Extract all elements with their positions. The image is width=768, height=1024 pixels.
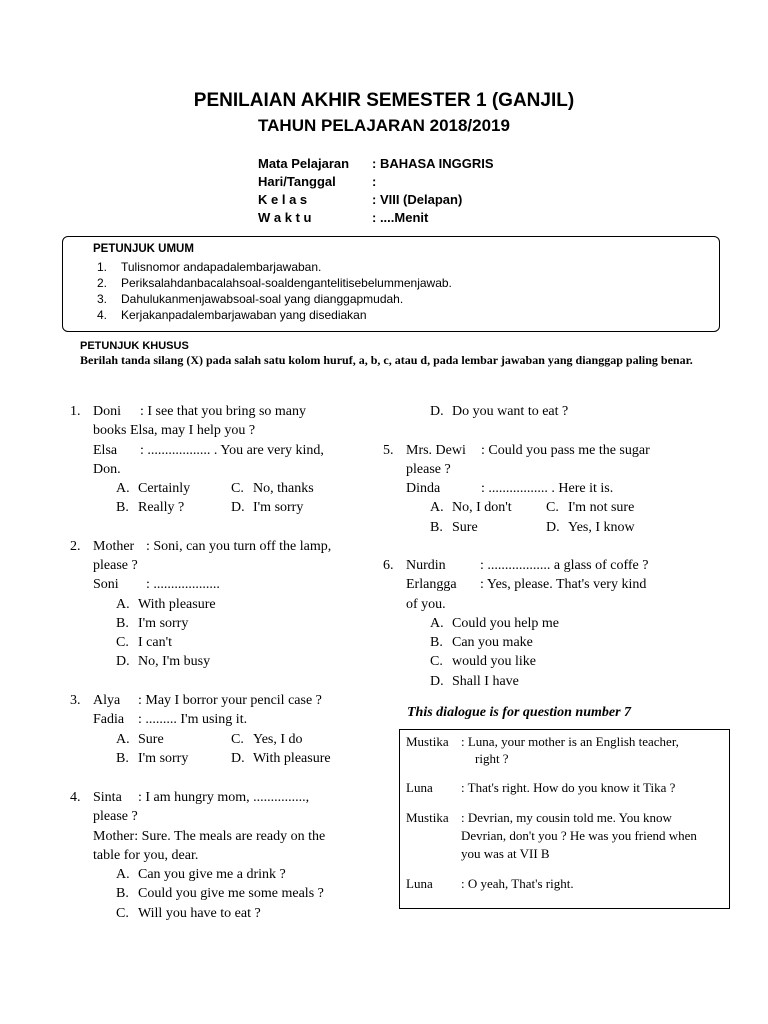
general-instruction-item: 4. Kerjakanpadalembarjawaban yang disediakan — [97, 308, 367, 322]
dialogue-line: Devrian, don't you ? He was you friend when — [461, 828, 697, 843]
dialogue-line: right ? — [475, 751, 509, 766]
option-d: D. I'm sorry — [231, 500, 304, 515]
question-7-heading: This dialogue is for question number 7 — [407, 705, 632, 720]
option-d: D. Do you want to eat ? — [430, 404, 569, 419]
option-c: C. I can't — [116, 635, 173, 650]
dialogue-line: : Soni, can you turn off the lamp, — [146, 539, 332, 554]
speaker: Dinda — [406, 481, 441, 496]
speaker: Doni — [93, 404, 121, 419]
specific-instructions-title: PETUNJUK KHUSUS — [80, 340, 189, 352]
dialogue-speaker: Mustika — [406, 810, 449, 825]
dialogue-line: : Devrian, my cousin told me. You know — [461, 810, 672, 825]
speaker: Sinta — [93, 790, 122, 805]
speaker: Nurdin — [406, 558, 446, 573]
exam-title: PENILAIAN AKHIR SEMESTER 1 (GANJIL) — [193, 90, 575, 111]
dialogue-line: : Could you pass me the sugar — [481, 443, 650, 458]
option-c: C. Will you have to eat ? — [116, 906, 261, 921]
dialogue-line: : Luna, your mother is an English teacher, — [461, 734, 679, 749]
dialogue-line: : ................. . Here it is. — [481, 481, 614, 496]
option-c: C. No, thanks — [231, 481, 314, 496]
dialogue-line: you was at VII B — [461, 846, 550, 861]
dialogue-speaker: Mustika — [406, 734, 449, 749]
dialogue-line: : O yeah, That's right. — [461, 876, 574, 891]
option-d: D. Yes, I know — [546, 520, 635, 535]
dialogue-speaker: Luna — [406, 780, 433, 795]
option-b: B. Really ? — [116, 500, 185, 515]
option-d: D. No, I'm busy — [116, 654, 211, 669]
option-b: B. I'm sorry — [116, 616, 189, 631]
option-d: D. With pleasure — [231, 751, 331, 766]
option-d: D. Shall I have — [430, 674, 519, 689]
option-a: A. Sure — [116, 732, 164, 747]
general-instruction-item: 1. Tulisnomor andapadalembarjawaban. — [97, 260, 322, 274]
option-b: B. I'm sorry — [116, 751, 189, 766]
meta-label: Mata Pelajaran — [258, 156, 350, 171]
speaker: Mrs. Dewi — [406, 443, 466, 458]
dialogue-line: : ......... I'm using it. — [138, 712, 248, 727]
dialogue-line: : .................. . You are very kind, — [140, 443, 324, 458]
option-b: B. Can you make — [430, 635, 533, 650]
dialogue-line: : That's right. How do you know it Tika ? — [461, 780, 676, 795]
general-instruction-item: 3. Dahulukanmenjawabsoal-soal yang dianggapmudah. — [97, 292, 404, 306]
speaker: Elsa — [93, 443, 118, 458]
meta-value: : — [372, 174, 377, 189]
meta-value: : ....Menit — [372, 210, 429, 225]
dialogue-line: Mother: Sure. The meals are ready on the — [93, 829, 326, 844]
dialogue-line: : May I borror your pencil case ? — [138, 693, 322, 708]
option-a: A. Can you give me a drink ? — [116, 867, 286, 882]
speaker: Soni — [93, 577, 119, 592]
option-c: C. I'm not sure — [546, 500, 635, 515]
speaker: Erlangga — [406, 577, 457, 592]
dialogue-line: please ? — [93, 558, 138, 573]
option-c: C. would you like — [430, 654, 536, 669]
meta-label: Hari/Tanggal — [258, 174, 336, 189]
question-number: 1. — [70, 404, 81, 419]
speaker: Fadia — [93, 712, 125, 727]
question-number: 6. — [383, 558, 394, 573]
dialogue-line: please ? — [406, 462, 451, 477]
dialogue-line: : ................... — [146, 577, 220, 592]
question-number: 3. — [70, 693, 81, 708]
dialogue-line: : Yes, please. That's very kind — [480, 577, 647, 592]
question-number: 2. — [70, 539, 81, 554]
meta-label: K e l a s — [258, 192, 308, 207]
specific-instructions-text: Berilah tanda silang (X) pada salah satu kolom huruf, a, b, c, atau d, pada lembar jawaban yang dianggap paling benar. — [80, 353, 693, 367]
option-a: A. No, I don't — [430, 500, 512, 515]
question-number: 5. — [383, 443, 394, 458]
dialogue-line: : .................. a glass of coffe ? — [480, 558, 649, 573]
dialogue-line: : I see that you bring so many — [140, 404, 307, 419]
option-a: A. Certainly — [116, 481, 191, 496]
option-b: B. Could you give me some meals ? — [116, 886, 324, 901]
dialogue-line: table for you, dear. — [93, 848, 199, 863]
exam-subtitle: TAHUN PELAJARAN 2018/2019 — [258, 116, 510, 135]
dialogue-line: Don. — [93, 462, 121, 477]
dialogue-line: of you. — [406, 597, 446, 612]
general-instruction-item: 2. Periksalahdanbacalahsoal-soaldengantelitisebelummenjawab. — [97, 276, 452, 290]
dialogue-line: books Elsa, may I help you ? — [93, 423, 256, 438]
meta-value: : BAHASA INGGRIS — [372, 156, 494, 171]
question-number: 4. — [70, 790, 81, 805]
dialogue-speaker: Luna — [406, 876, 433, 891]
speaker: Alya — [93, 693, 121, 708]
option-a: A. With pleasure — [116, 597, 216, 612]
dialogue-line: please ? — [93, 809, 138, 824]
option-a: A. Could you help me — [430, 616, 559, 631]
meta-value: : VIII (Delapan) — [372, 192, 463, 207]
option-c: C. Yes, I do — [231, 732, 303, 747]
option-b: B. Sure — [430, 520, 478, 535]
meta-label: W a k t u — [258, 210, 312, 225]
dialogue-line: : I am hungry mom, ..............., — [138, 790, 310, 805]
speaker: Mother — [93, 539, 135, 554]
general-instructions-title: PETUNJUK UMUM — [93, 243, 194, 255]
